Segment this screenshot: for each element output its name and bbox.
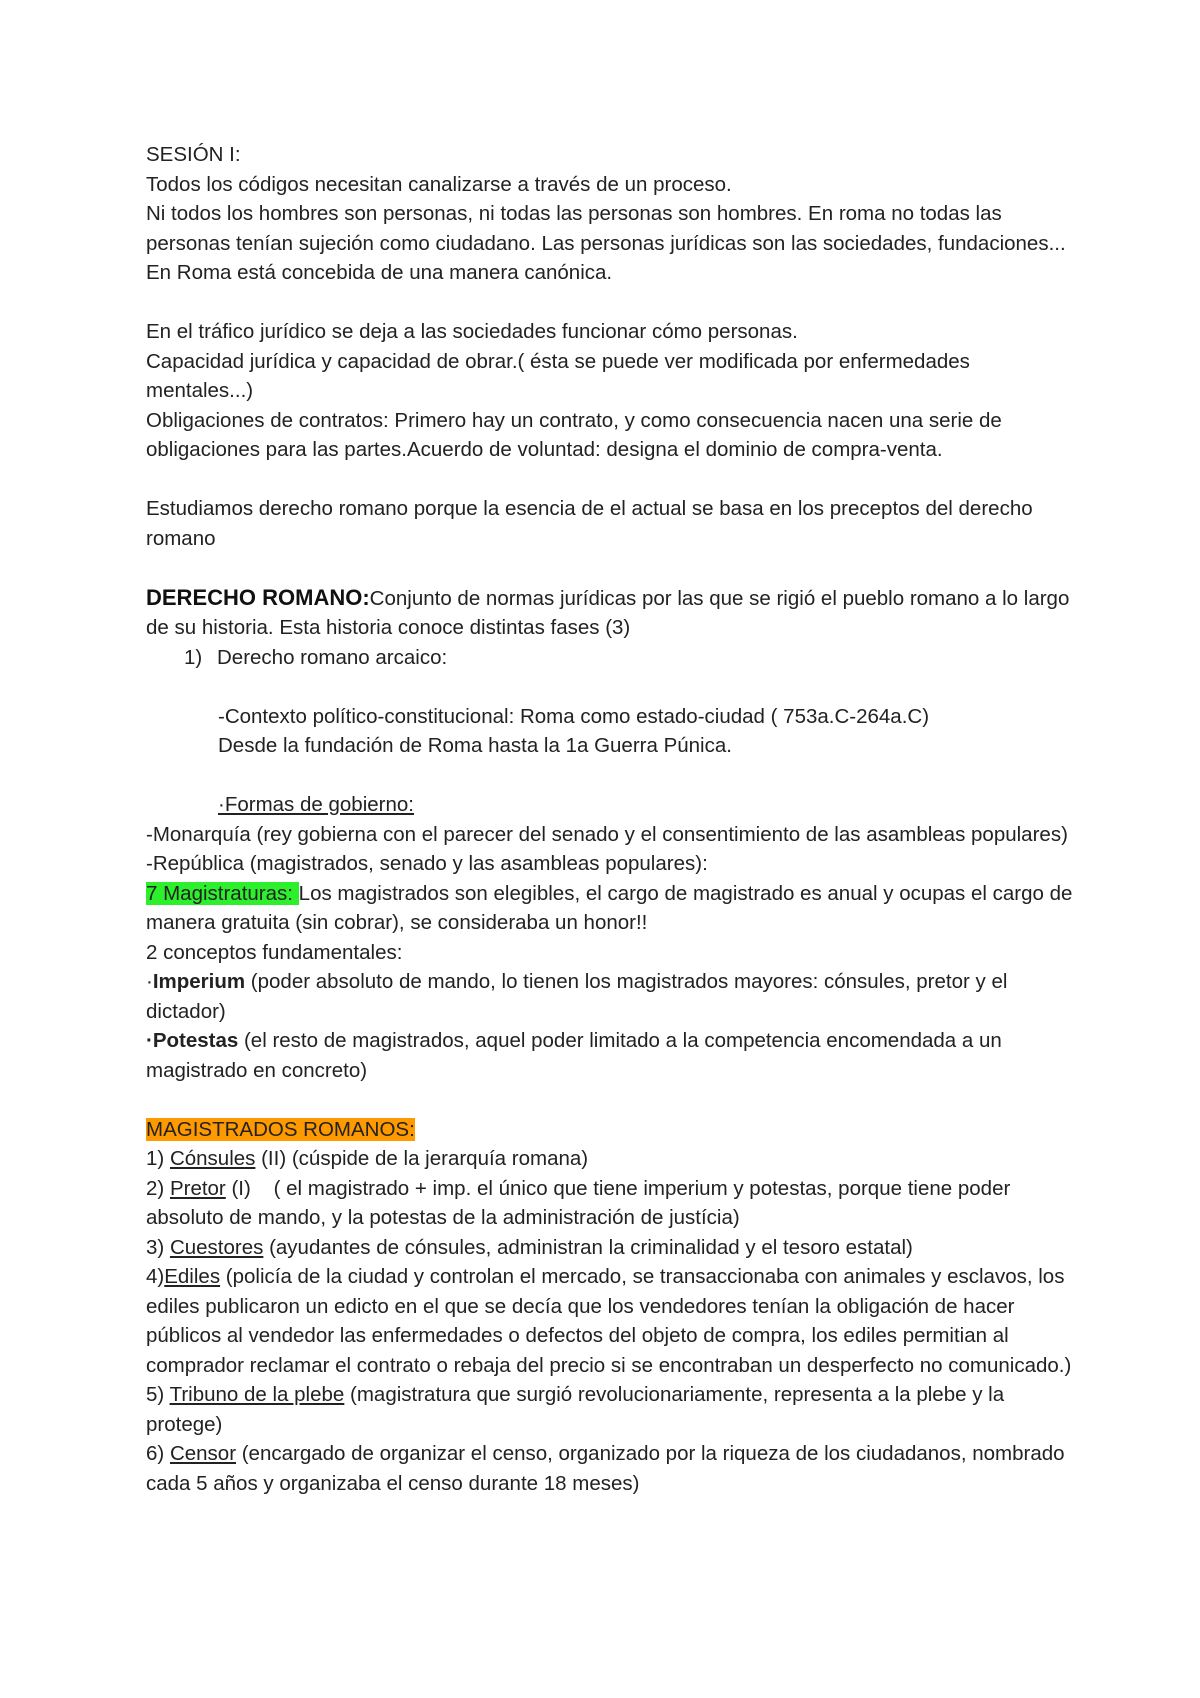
potestas-text: (el resto de magistrados, aquel poder limitado a la competencia encomendada a un magistrado en concreto) — [146, 1029, 1002, 1082]
magistrado-item — [146, 1233, 1080, 1263]
blank-line — [146, 1085, 1080, 1115]
magistrado-item — [146, 1439, 1080, 1498]
magistrado-name: Tribuno de la plebe — [169, 1383, 345, 1406]
blank-line — [146, 465, 1080, 495]
blank-line — [146, 288, 1080, 318]
magistrado-description: (policía de la ciudad y controlan el mercado, se transaccionaba con animales y esclavos, los ediles publicaron un edicto en el que se decía que los vendedores tenían la obligación de hacer públicos al vendedor las enfermedades o defectos del objeto de compra, los ediles permitian al comprador reclamar el contrato o rebaja del precio si se encontraban un desperfecto no comunicado.) — [146, 1265, 1072, 1377]
magistrado-name: Pretor — [169, 1176, 226, 1200]
magistrados-heading: MAGISTRADOS ROMANOS: — [146, 1117, 415, 1141]
magistrado-name: Censor — [169, 1442, 237, 1465]
intro-paragraph-2: Ni todos los hombres son personas, ni todas las personas son hombres. En roma no todas las personas tenían sujeción como ciudadano. Las personas jurídicas son las sociedades, fundaciones... En Roma está concebida de una manera canónica. — [146, 202, 1066, 284]
intro-paragraph-6: Estudiamos derecho romano porque la esencia de el actual se basa en los preceptos del derecho romano — [146, 497, 1033, 550]
potestas-label: ·Potestas — [146, 1029, 239, 1052]
context-line-1: -Contexto político-constitucional: Roma como estado-ciudad ( 753a.C-264a.C) — [218, 704, 930, 728]
magistrados-heading-line — [146, 1115, 1080, 1145]
context-line-2: Desde la fundación de Roma hasta la 1a Guerra Púnica. — [218, 734, 732, 757]
formas-label: ·Formas de gobierno: — [218, 793, 414, 816]
item-number: 2) — [146, 1176, 170, 1200]
magistraturas-highlight: 7 Magistraturas: — [146, 881, 299, 905]
republica-line: -República (magistrados, senado y las asambleas populares): — [146, 852, 708, 875]
magistrado-name: Ediles — [164, 1265, 221, 1288]
magistraturas-text: Los magistrados son elegibles, el cargo de magistrado es anual y ocupas el cargo de manera gratuita (sin cobrar), se consideraba un honor!! — [146, 881, 1073, 934]
magistrado-name: Cuestores — [169, 1235, 264, 1259]
magistrado-description: (ayudantes de cónsules, administran la criminalidad y el tesoro estatal) — [263, 1235, 913, 1259]
bullet-dot: · — [146, 970, 153, 993]
blank-line — [146, 761, 1080, 791]
magistrado-description: (magistratura que surgió revolucionariamente, representa a la plebe y la protege) — [146, 1383, 1005, 1436]
imperium-text: (poder absoluto de mando, lo tienen los magistrados mayores: cónsules, pretor y el dictador) — [146, 970, 1008, 1023]
item-number: 6) — [146, 1442, 170, 1465]
magistrado-description: (II) (cúspide de la jerarquía romana) — [255, 1147, 589, 1170]
formas-de-gobierno-heading — [146, 790, 1080, 820]
magistrado-item — [146, 1174, 1080, 1233]
magistrado-description: (encargado de organizar el censo, organizado por la riqueza de los ciudadanos, nombrado cada 5 años y organizaba el censo durante 18 meses) — [146, 1442, 1065, 1495]
magistrado-name: Cónsules — [169, 1147, 256, 1170]
magistrado-item — [146, 1380, 1080, 1439]
item-number: 1) — [184, 645, 203, 669]
magistrado-description: (I) ( el magistrado + imp. el único que tiene imperium y potestas, porque tiene poder absoluto de mando, y la potestas de la administración de justícia) — [146, 1176, 1016, 1229]
derecho-romano-definition: Conjunto de normas jurídicas por las que se rigió el pueblo romano a lo largo de su historia. Esta historia conoce distintas fases (3) — [146, 586, 1070, 639]
item-number: 1) — [146, 1147, 170, 1170]
blank-line — [146, 672, 1080, 702]
imperium-label: Imperium — [152, 970, 246, 993]
magistrado-item — [146, 1144, 1080, 1174]
potestas-paragraph — [146, 1026, 1080, 1085]
numbered-item-1 — [146, 643, 1080, 673]
item-label: Derecho romano arcaico: — [217, 645, 448, 669]
monarquia-line: -Monarquía (rey gobierna con el parecer del senado y el consentimiento de las asambleas populares) — [146, 822, 1068, 846]
item-number: 4) — [146, 1265, 165, 1288]
item-number: 3) — [146, 1235, 170, 1259]
intro-paragraph-1: Todos los códigos necesitan canalizarse a través de un proceso. — [146, 172, 732, 196]
magistrado-item — [146, 1262, 1080, 1380]
derecho-romano-paragraph — [146, 583, 1080, 643]
conceptos-line: 2 conceptos fundamentales: — [146, 940, 403, 964]
item-number: 5) — [146, 1383, 170, 1406]
intro-paragraph-5: Obligaciones de contratos: Primero hay un contrato, y como consecuencia nacen una serie de obligaciones para las partes.Acuerdo de voluntad: designa el dominio de compra-venta. — [146, 408, 1002, 461]
imperium-paragraph — [146, 967, 1080, 1026]
intro-paragraph-4: Capacidad jurídica y capacidad de obrar.( ésta se puede ver modificada por enfermedades mentales...) — [146, 349, 970, 402]
blank-line — [146, 553, 1080, 583]
session-title: SESIÓN I: — [146, 143, 241, 166]
derecho-romano-heading: DERECHO ROMANO: — [146, 584, 370, 610]
magistraturas-paragraph — [146, 879, 1080, 938]
intro-paragraph-3: En el tráfico jurídico se deja a las sociedades funcionar cómo personas. — [146, 320, 798, 343]
